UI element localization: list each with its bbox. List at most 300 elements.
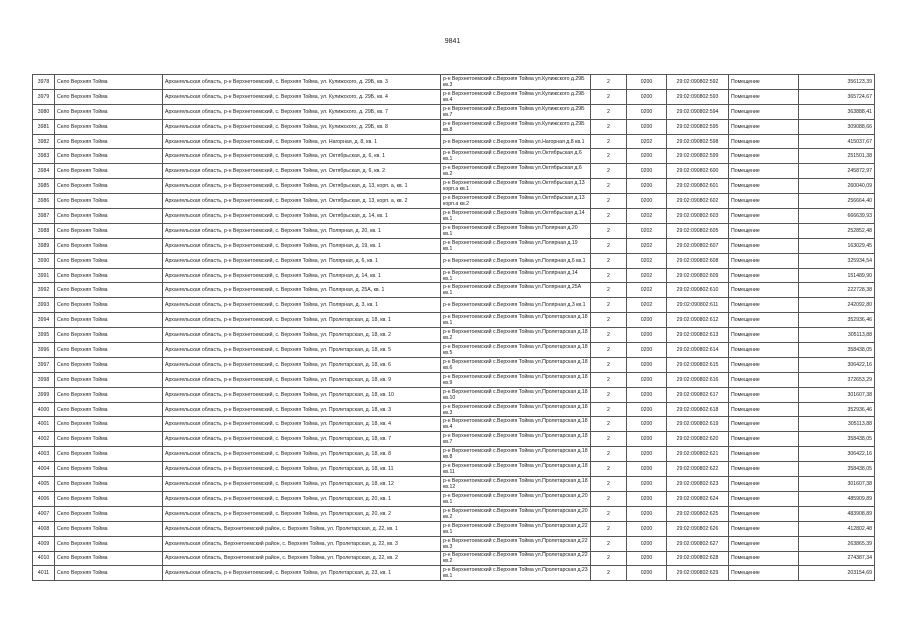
full-address-cell: Архангельская область, р-н Верхнетоемский, с. Верхняя Тойма, ул. Полярная, д. 14, кв. 1 — [163, 268, 441, 283]
row-number: 3996 — [33, 343, 55, 358]
settlement-cell: Село Верхняя Тойма — [55, 298, 163, 313]
cadastral-number-cell: 29:02:090802:592 — [667, 75, 729, 90]
object-type-cell: Помещение — [729, 298, 799, 313]
table-row — [33, 417, 875, 432]
cadastral-value-cell: 372653,29 — [799, 372, 875, 387]
region-cell: 2 — [591, 253, 627, 268]
code-cell: 0200 — [627, 521, 667, 536]
cadastral-number-cell: 29:02:090802:629 — [667, 566, 729, 581]
table-row — [33, 566, 875, 581]
settlement-cell: Село Верхняя Тойма — [55, 506, 163, 521]
cadastral-value-cell: 365724,67 — [799, 89, 875, 104]
full-address-cell: Архангельская область, р-н Верхнетоемский, с. Верхняя Тойма, ул. Пролетарская, д. 18, кв. 3 — [163, 402, 441, 417]
row-number: 4001 — [33, 417, 55, 432]
full-address-cell: Архангельская область, р-н Верхнетоемский, с. Верхняя Тойма, ул. Пролетарская, д. 18, кв. 11 — [163, 462, 441, 477]
full-address-cell: Архангельская область, р-н Верхнетоемский, с. Верхняя Тойма, ул. Пролетарская, д. 18, кв. 5 — [163, 343, 441, 358]
object-type-cell: Помещение — [729, 283, 799, 298]
table-row — [33, 328, 875, 343]
region-cell: 2 — [591, 134, 627, 149]
code-cell: 0200 — [627, 179, 667, 194]
region-cell: 2 — [591, 164, 627, 179]
region-cell: 2 — [591, 223, 627, 238]
row-number: 3991 — [33, 268, 55, 283]
object-type-cell: Помещение — [729, 343, 799, 358]
object-type-cell: Помещение — [729, 238, 799, 253]
cadastral-number-cell: 29:02:090802:600 — [667, 164, 729, 179]
cadastral-number-cell: 29:02:090802:626 — [667, 521, 729, 536]
short-address-cell: р-н Верхнетоемский с.Верхняя Тойма ул.Октябрьская д.14 кв.1 — [441, 209, 591, 224]
full-address-cell: Архангельская область, р-н Верхнетоемский, с. Верхняя Тойма, ул. Октябрьская, д. 6, кв. 2 — [163, 164, 441, 179]
table-row — [33, 238, 875, 253]
row-number: 3998 — [33, 372, 55, 387]
short-address-cell: р-н Верхнетоемский с.Верхняя Тойма ул.Полярная д.20 кв.1 — [441, 223, 591, 238]
region-cell: 2 — [591, 179, 627, 194]
object-type-cell: Помещение — [729, 387, 799, 402]
table-row — [33, 372, 875, 387]
short-address-cell: р-н Верхнетоемский с.Верхняя Тойма ул.Пролетарская д.18 кв.5 — [441, 343, 591, 358]
settlement-cell: Село Верхняя Тойма — [55, 417, 163, 432]
table-row — [33, 506, 875, 521]
region-cell: 2 — [591, 194, 627, 209]
code-cell: 0200 — [627, 491, 667, 506]
settlement-cell: Село Верхняя Тойма — [55, 477, 163, 492]
full-address-cell: Архангельская область, р-н Верхнетоемский, с. Верхняя Тойма, ул. Пролетарская, д. 18, кв. 1 — [163, 313, 441, 328]
region-cell: 2 — [591, 283, 627, 298]
full-address-cell: Архангельская область, р-н Верхнетоемский, с. Верхняя Тойма, ул. Октябрьская, д. 14, кв. 1 — [163, 209, 441, 224]
code-cell: 0200 — [627, 313, 667, 328]
object-type-cell: Помещение — [729, 506, 799, 521]
short-address-cell: р-н Верхнетоемский с.Верхняя Тойма ул.Кулижского д.29Б кв.7 — [441, 104, 591, 119]
cadastral-number-cell: 29:02:090802:622 — [667, 462, 729, 477]
object-type-cell: Помещение — [729, 447, 799, 462]
code-cell: 0200 — [627, 402, 667, 417]
row-number: 3992 — [33, 283, 55, 298]
cadastral-value-cell: 412802,48 — [799, 521, 875, 536]
cadastral-value-cell: 242092,80 — [799, 298, 875, 313]
full-address-cell: Архангельская область, р-н Верхнетоемский, с. Верхняя Тойма, ул. Кулижского, д. 29Б, кв. 4 — [163, 89, 441, 104]
cadastral-value-cell: 305113,88 — [799, 417, 875, 432]
object-type-cell: Помещение — [729, 223, 799, 238]
settlement-cell: Село Верхняя Тойма — [55, 313, 163, 328]
object-type-cell: Помещение — [729, 164, 799, 179]
registry-table — [32, 74, 875, 581]
code-cell: 0200 — [627, 164, 667, 179]
settlement-cell: Село Верхняя Тойма — [55, 328, 163, 343]
table-row — [33, 491, 875, 506]
region-cell: 2 — [591, 536, 627, 551]
settlement-cell: Село Верхняя Тойма — [55, 536, 163, 551]
cadastral-number-cell: 29:02:090802:616 — [667, 372, 729, 387]
full-address-cell: Архангельская область, р-н Верхнетоемский, с. Верхняя Тойма, ул. Пролетарская, д. 18, кв. 8 — [163, 447, 441, 462]
short-address-cell: р-н Верхнетоемский с.Верхняя Тойма ул.Пролетарская д.18 кв.9 — [441, 372, 591, 387]
cadastral-number-cell: 29:02:090802:595 — [667, 119, 729, 134]
row-number: 3986 — [33, 194, 55, 209]
short-address-cell: р-н Верхнетоемский с.Верхняя Тойма ул.Октябрьская д.6 кв.2 — [441, 164, 591, 179]
settlement-cell: Село Верхняя Тойма — [55, 402, 163, 417]
full-address-cell: Архангельская область, р-н Верхнетоемский, с. Верхняя Тойма, ул. Пролетарская, д. 23, кв. 1 — [163, 566, 441, 581]
cadastral-value-cell: 260040,09 — [799, 179, 875, 194]
region-cell: 2 — [591, 209, 627, 224]
code-cell: 0202 — [627, 238, 667, 253]
cadastral-number-cell: 29:02:090802:594 — [667, 104, 729, 119]
settlement-cell: Село Верхняя Тойма — [55, 357, 163, 372]
full-address-cell: Архангельская область, р-н Верхнетоемский, с. Верхняя Тойма, ул. Полярная, д. 20, кв. 1 — [163, 223, 441, 238]
region-cell: 2 — [591, 357, 627, 372]
settlement-cell: Село Верхняя Тойма — [55, 343, 163, 358]
code-cell: 0200 — [627, 477, 667, 492]
row-number: 3987 — [33, 209, 55, 224]
table-row — [33, 477, 875, 492]
settlement-cell: Село Верхняя Тойма — [55, 372, 163, 387]
region-cell: 2 — [591, 506, 627, 521]
short-address-cell: р-н Верхнетоемский с.Верхняя Тойма ул.Октябрьская д.13 корп.а кв.2 — [441, 194, 591, 209]
settlement-cell: Село Верхняя Тойма — [55, 432, 163, 447]
code-cell: 0200 — [627, 119, 667, 134]
cadastral-number-cell: 29:02:090802:610 — [667, 283, 729, 298]
table-row — [33, 164, 875, 179]
table-row — [33, 179, 875, 194]
settlement-cell: Село Верхняя Тойма — [55, 119, 163, 134]
row-number: 3984 — [33, 164, 55, 179]
cadastral-value-cell: 256664,40 — [799, 194, 875, 209]
row-number: 3993 — [33, 298, 55, 313]
cadastral-number-cell: 29:02:090802:593 — [667, 89, 729, 104]
object-type-cell: Помещение — [729, 521, 799, 536]
short-address-cell: р-н Верхнетоемский с.Верхняя Тойма ул.Октябрьская д.6 кв.1 — [441, 149, 591, 164]
short-address-cell: р-н Верхнетоемский с.Верхняя Тойма ул.Пролетарская д.20 кв.1 — [441, 491, 591, 506]
full-address-cell: Архангельская область, р-н Верхнетоемский, с. Верхняя Тойма, ул. Октябрьская, д. 13, корп. а, кв. 1 — [163, 179, 441, 194]
region-cell: 2 — [591, 566, 627, 581]
region-cell: 2 — [591, 104, 627, 119]
code-cell: 0200 — [627, 343, 667, 358]
short-address-cell: р-н Верхнетоемский с.Верхняя Тойма ул.Полярная д.25А кв.1 — [441, 283, 591, 298]
object-type-cell: Помещение — [729, 491, 799, 506]
region-cell: 2 — [591, 477, 627, 492]
cadastral-number-cell: 29:02:090802:619 — [667, 417, 729, 432]
region-cell: 2 — [591, 75, 627, 90]
table-row — [33, 89, 875, 104]
row-number: 3997 — [33, 357, 55, 372]
object-type-cell: Помещение — [729, 119, 799, 134]
full-address-cell: Архангельская область, р-н Верхнетоемский, с. Верхняя Тойма, ул. Пролетарская, д. 20, кв. 1 — [163, 491, 441, 506]
cadastral-value-cell: 306422,16 — [799, 447, 875, 462]
full-address-cell: Архангельская область, р-н Верхнетоемский, с. Верхняя Тойма, ул. Кулижского, д. 29Б, кв. 7 — [163, 104, 441, 119]
cadastral-value-cell: 352936,46 — [799, 402, 875, 417]
table-row — [33, 536, 875, 551]
row-number: 4006 — [33, 491, 55, 506]
row-number: 3994 — [33, 313, 55, 328]
table-row — [33, 551, 875, 566]
cadastral-number-cell: 29:02:090802:598 — [667, 134, 729, 149]
short-address-cell: р-н Верхнетоемский с.Верхняя Тойма ул.Пролетарская д.18 кв.4 — [441, 417, 591, 432]
full-address-cell: Архангельская область, р-н Верхнетоемский, с. Верхняя Тойма, ул. Кулижского, д. 29Б, кв. 8 — [163, 119, 441, 134]
object-type-cell: Помещение — [729, 462, 799, 477]
code-cell: 0200 — [627, 372, 667, 387]
region-cell: 2 — [591, 551, 627, 566]
cadastral-value-cell: 251501,38 — [799, 149, 875, 164]
cadastral-number-cell: 29:02:090802:608 — [667, 253, 729, 268]
object-type-cell: Помещение — [729, 313, 799, 328]
row-number: 4011 — [33, 566, 55, 581]
full-address-cell: Архангельская область, р-н Верхнетоемский, с. Верхняя Тойма, ул. Пролетарская, д. 18, кв. 2 — [163, 328, 441, 343]
cadastral-value-cell: 245872,97 — [799, 164, 875, 179]
object-type-cell: Помещение — [729, 357, 799, 372]
cadastral-value-cell: 306422,16 — [799, 357, 875, 372]
row-number: 3995 — [33, 328, 55, 343]
region-cell: 2 — [591, 417, 627, 432]
full-address-cell: Архангельская область, р-н Верхнетоемский, с. Верхняя Тойма, ул. Кулижского, д. 29Б, кв. 3 — [163, 75, 441, 90]
code-cell: 0200 — [627, 417, 667, 432]
full-address-cell: Архангельская область, р-н Верхнетоемский, с. Верхняя Тойма, ул. Октябрьская, д. 6, кв. 1 — [163, 149, 441, 164]
full-address-cell: Архангельская область, р-н Верхнетоемский, с. Верхняя Тойма, ул. Нагорная, д. 8, кв. 1 — [163, 134, 441, 149]
table-row — [33, 462, 875, 477]
row-number: 4009 — [33, 536, 55, 551]
settlement-cell: Село Верхняя Тойма — [55, 164, 163, 179]
settlement-cell: Село Верхняя Тойма — [55, 387, 163, 402]
cadastral-value-cell: 352936,46 — [799, 313, 875, 328]
cadastral-number-cell: 29:02:090802:617 — [667, 387, 729, 402]
row-number: 3982 — [33, 134, 55, 149]
table-row — [33, 134, 875, 149]
row-number: 4007 — [33, 506, 55, 521]
object-type-cell: Помещение — [729, 551, 799, 566]
settlement-cell: Село Верхняя Тойма — [55, 223, 163, 238]
row-number: 3980 — [33, 104, 55, 119]
table-row — [33, 75, 875, 90]
short-address-cell: р-н Верхнетоемский с.Верхняя Тойма ул.Пролетарская д.22 кв.2 — [441, 551, 591, 566]
region-cell: 2 — [591, 491, 627, 506]
cadastral-value-cell: 358438,05 — [799, 343, 875, 358]
object-type-cell: Помещение — [729, 134, 799, 149]
full-address-cell: Архангельская область, р-н Верхнетоемский, с. Верхняя Тойма, ул. Пролетарская, д. 18, кв. 4 — [163, 417, 441, 432]
code-cell: 0200 — [627, 149, 667, 164]
region-cell: 2 — [591, 149, 627, 164]
settlement-cell: Село Верхняя Тойма — [55, 104, 163, 119]
short-address-cell: р-н Верхнетоемский с.Верхняя Тойма ул.Пролетарская д.23 кв.1 — [441, 566, 591, 581]
cadastral-value-cell: 252852,48 — [799, 223, 875, 238]
cadastral-number-cell: 29:02:090802:609 — [667, 268, 729, 283]
short-address-cell: р-н Верхнетоемский с.Верхняя Тойма ул.Кулижского д.29Б кв.3 — [441, 75, 591, 90]
object-type-cell: Помещение — [729, 149, 799, 164]
short-address-cell: р-н Верхнетоемский с.Верхняя Тойма ул.Пролетарская д.18 кв.7 — [441, 432, 591, 447]
cadastral-number-cell: 29:02:090802:601 — [667, 179, 729, 194]
row-number: 3978 — [33, 75, 55, 90]
object-type-cell: Помещение — [729, 75, 799, 90]
region-cell: 2 — [591, 372, 627, 387]
region-cell: 2 — [591, 432, 627, 447]
code-cell: 0202 — [627, 298, 667, 313]
settlement-cell: Село Верхняя Тойма — [55, 447, 163, 462]
code-cell: 0200 — [627, 75, 667, 90]
table-row — [33, 209, 875, 224]
full-address-cell: Архангельская область, р-н Верхнетоемский, с. Верхняя Тойма, ул. Полярная, д. 3, кв. 1 — [163, 298, 441, 313]
settlement-cell: Село Верхняя Тойма — [55, 89, 163, 104]
full-address-cell: Архангельская область, Верхнетоемский район, с. Верхняя Тойма, ул. Пролетарская, д. 22, кв. 1 — [163, 521, 441, 536]
cadastral-value-cell: 305113,88 — [799, 328, 875, 343]
short-address-cell: р-н Верхнетоемский с.Верхняя Тойма ул.Пролетарская д.18 кв.1 — [441, 313, 591, 328]
code-cell: 0200 — [627, 462, 667, 477]
row-number: 3989 — [33, 238, 55, 253]
cadastral-number-cell: 29:02:090802:625 — [667, 506, 729, 521]
short-address-cell: р-н Верхнетоемский с.Верхняя Тойма ул.Полярная д.3 кв.1 — [441, 298, 591, 313]
short-address-cell: р-н Верхнетоемский с.Верхняя Тойма ул.Нагорная д.8 кв.1 — [441, 134, 591, 149]
object-type-cell: Помещение — [729, 328, 799, 343]
region-cell: 2 — [591, 343, 627, 358]
region-cell: 2 — [591, 387, 627, 402]
region-cell: 2 — [591, 402, 627, 417]
code-cell: 0200 — [627, 506, 667, 521]
row-number: 4004 — [33, 462, 55, 477]
region-cell: 2 — [591, 521, 627, 536]
object-type-cell: Помещение — [729, 536, 799, 551]
row-number: 3990 — [33, 253, 55, 268]
code-cell: 0202 — [627, 223, 667, 238]
settlement-cell: Село Верхняя Тойма — [55, 462, 163, 477]
table-row — [33, 298, 875, 313]
full-address-cell: Архангельская область, Верхнетоемский район, с. Верхняя Тойма, ул. Пролетарская, д. 22, кв. 2 — [163, 551, 441, 566]
code-cell: 0200 — [627, 194, 667, 209]
cadastral-number-cell: 29:02:090802:620 — [667, 432, 729, 447]
object-type-cell: Помещение — [729, 179, 799, 194]
cadastral-value-cell: 363888,41 — [799, 104, 875, 119]
short-address-cell: р-н Верхнетоемский с.Верхняя Тойма ул.Пролетарская д.18 кв.11 — [441, 462, 591, 477]
short-address-cell: р-н Верхнетоемский с.Верхняя Тойма ул.Кулижского д.29Б кв.8 — [441, 119, 591, 134]
object-type-cell: Помещение — [729, 194, 799, 209]
row-number: 4010 — [33, 551, 55, 566]
settlement-cell: Село Верхняя Тойма — [55, 209, 163, 224]
row-number: 3983 — [33, 149, 55, 164]
short-address-cell: р-н Верхнетоемский с.Верхняя Тойма ул.Пролетарская д.18 кв.12 — [441, 477, 591, 492]
cadastral-number-cell: 29:02:090802:607 — [667, 238, 729, 253]
table-row — [33, 149, 875, 164]
table-row — [33, 104, 875, 119]
settlement-cell: Село Верхняя Тойма — [55, 551, 163, 566]
cadastral-value-cell: 325934,54 — [799, 253, 875, 268]
cadastral-value-cell: 163029,45 — [799, 238, 875, 253]
cadastral-value-cell: 358438,05 — [799, 462, 875, 477]
cadastral-value-cell: 309088,66 — [799, 119, 875, 134]
region-cell: 2 — [591, 462, 627, 477]
object-type-cell: Помещение — [729, 104, 799, 119]
object-type-cell: Помещение — [729, 89, 799, 104]
row-number: 3999 — [33, 387, 55, 402]
object-type-cell: Помещение — [729, 402, 799, 417]
code-cell: 0202 — [627, 209, 667, 224]
cadastral-number-cell: 29:02:090802:602 — [667, 194, 729, 209]
region-cell: 2 — [591, 89, 627, 104]
cadastral-value-cell: 274387,34 — [799, 551, 875, 566]
cadastral-number-cell: 29:02:090802:627 — [667, 536, 729, 551]
cadastral-value-cell: 301607,38 — [799, 387, 875, 402]
region-cell: 2 — [591, 328, 627, 343]
code-cell: 0200 — [627, 357, 667, 372]
table-row — [33, 447, 875, 462]
cadastral-number-cell: 29:02:090802:621 — [667, 447, 729, 462]
page-number: 9841 — [444, 38, 461, 45]
object-type-cell: Помещение — [729, 417, 799, 432]
cadastral-number-cell: 29:02:090802:618 — [667, 402, 729, 417]
settlement-cell: Село Верхняя Тойма — [55, 194, 163, 209]
full-address-cell: Архангельская область, р-н Верхнетоемский, с. Верхняя Тойма, ул. Пролетарская, д. 18, кв. 6 — [163, 357, 441, 372]
cadastral-number-cell: 29:02:090802:624 — [667, 491, 729, 506]
cadastral-number-cell: 29:02:090802:599 — [667, 149, 729, 164]
row-number: 3988 — [33, 223, 55, 238]
table-row — [33, 283, 875, 298]
short-address-cell: р-н Верхнетоемский с.Верхняя Тойма ул.Пролетарская д.22 кв.1 — [441, 521, 591, 536]
row-number: 4000 — [33, 402, 55, 417]
code-cell: 0200 — [627, 104, 667, 119]
code-cell: 0202 — [627, 253, 667, 268]
settlement-cell: Село Верхняя Тойма — [55, 179, 163, 194]
short-address-cell: р-н Верхнетоемский с.Верхняя Тойма ул.Октябрьская д.13 корп.а кв.1 — [441, 179, 591, 194]
full-address-cell: Архангельская область, р-н Верхнетоемский, с. Верхняя Тойма, ул. Полярная, д. 25А, кв. 1 — [163, 283, 441, 298]
short-address-cell: р-н Верхнетоемский с.Верхняя Тойма ул.Полярная д.6 кв.1 — [441, 253, 591, 268]
table-row — [33, 119, 875, 134]
region-cell: 2 — [591, 447, 627, 462]
short-address-cell: р-н Верхнетоемский с.Верхняя Тойма ул.Пролетарская д.22 кв.3 — [441, 536, 591, 551]
cadastral-value-cell: 263865,39 — [799, 536, 875, 551]
cadastral-value-cell: 222728,38 — [799, 283, 875, 298]
cadastral-number-cell: 29:02:090802:615 — [667, 357, 729, 372]
cadastral-number-cell: 29:02:090802:605 — [667, 223, 729, 238]
row-number: 3981 — [33, 119, 55, 134]
settlement-cell: Село Верхняя Тойма — [55, 253, 163, 268]
table-row — [33, 521, 875, 536]
table-row — [33, 313, 875, 328]
table-row — [33, 343, 875, 358]
registry-rows — [33, 75, 875, 581]
full-address-cell: Архангельская область, р-н Верхнетоемский, с. Верхняя Тойма, ул. Октябрьская, д. 13, корп. а, кв. 2 — [163, 194, 441, 209]
row-number: 3979 — [33, 89, 55, 104]
settlement-cell: Село Верхняя Тойма — [55, 268, 163, 283]
full-address-cell: Архангельская область, р-н Верхнетоемский, с. Верхняя Тойма, ул. Полярная, д. 6, кв. 1 — [163, 253, 441, 268]
code-cell: 0200 — [627, 432, 667, 447]
cadastral-value-cell: 301607,38 — [799, 477, 875, 492]
short-address-cell: р-н Верхнетоемский с.Верхняя Тойма ул.Пролетарская д.18 кв.6 — [441, 357, 591, 372]
full-address-cell: Архангельская область, р-н Верхнетоемский, с. Верхняя Тойма, ул. Полярная, д. 19, кв. 1 — [163, 238, 441, 253]
object-type-cell: Помещение — [729, 372, 799, 387]
cadastral-value-cell: 203154,69 — [799, 566, 875, 581]
region-cell: 2 — [591, 238, 627, 253]
object-type-cell: Помещение — [729, 566, 799, 581]
full-address-cell: Архангельская область, р-н Верхнетоемский, с. Верхняя Тойма, ул. Пролетарская, д. 18, кв. 9 — [163, 372, 441, 387]
code-cell: 0200 — [627, 551, 667, 566]
short-address-cell: р-н Верхнетоемский с.Верхняя Тойма ул.Пролетарская д.18 кв.3 — [441, 402, 591, 417]
short-address-cell: р-н Верхнетоемский с.Верхняя Тойма ул.Полярная д.14 кв.1 — [441, 268, 591, 283]
region-cell: 2 — [591, 119, 627, 134]
row-number: 4008 — [33, 521, 55, 536]
code-cell: 0200 — [627, 536, 667, 551]
object-type-cell: Помещение — [729, 477, 799, 492]
code-cell: 0200 — [627, 566, 667, 581]
full-address-cell: Архангельская область, р-н Верхнетоемский, с. Верхняя Тойма, ул. Пролетарская, д. 20, кв. 2 — [163, 506, 441, 521]
short-address-cell: р-н Верхнетоемский с.Верхняя Тойма ул.Пролетарская д.18 кв.10 — [441, 387, 591, 402]
code-cell: 0202 — [627, 268, 667, 283]
table-row — [33, 387, 875, 402]
row-number: 4005 — [33, 477, 55, 492]
table-row — [33, 357, 875, 372]
settlement-cell: Село Верхняя Тойма — [55, 238, 163, 253]
code-cell: 0202 — [627, 283, 667, 298]
code-cell: 0200 — [627, 328, 667, 343]
table-row — [33, 432, 875, 447]
region-cell: 2 — [591, 298, 627, 313]
cadastral-value-cell: 485909,89 — [799, 491, 875, 506]
row-number: 4002 — [33, 432, 55, 447]
cadastral-value-cell: 356123,39 — [799, 75, 875, 90]
full-address-cell: Архангельская область, р-н Верхнетоемский, с. Верхняя Тойма, ул. Пролетарская, д. 18, кв. 12 — [163, 477, 441, 492]
code-cell: 0200 — [627, 387, 667, 402]
